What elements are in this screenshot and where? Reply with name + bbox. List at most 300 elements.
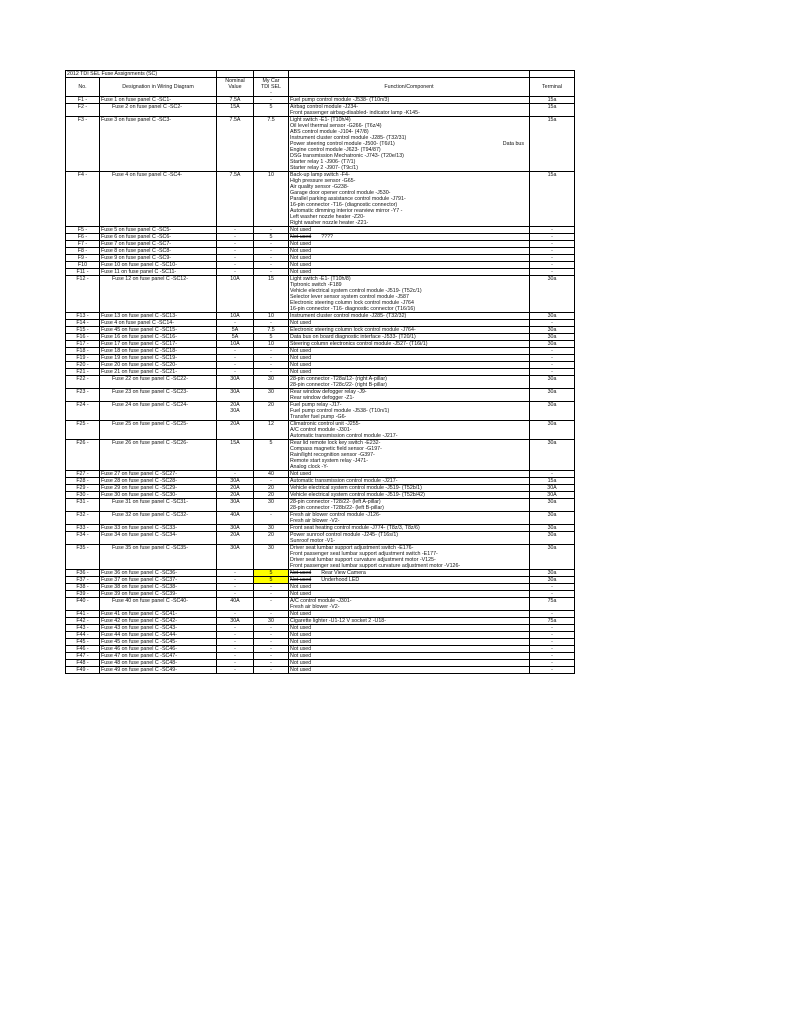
table-row xyxy=(66,348,575,355)
fuse-number: F39 - xyxy=(66,591,100,598)
function-text: Analog clock -Y- xyxy=(290,464,329,470)
function-component xyxy=(289,577,530,584)
nominal-value: 30A xyxy=(217,376,254,383)
nominal-value: - xyxy=(217,234,254,241)
terminal-value: - xyxy=(530,269,575,276)
function-component xyxy=(289,348,530,355)
nominal-value: 7.5A xyxy=(217,117,254,124)
my-car-value: 20 xyxy=(254,492,289,499)
table-row xyxy=(66,313,575,320)
function-text: Not used xyxy=(290,248,312,254)
nominal-value: 5A xyxy=(217,334,254,341)
function-text: Power steering control module -J500- (T6i/1) xyxy=(290,141,395,147)
table-row xyxy=(66,570,575,577)
terminal-value: 30a xyxy=(530,570,575,577)
function-text: 16-pin connector -T16- (diagnostic connector) xyxy=(290,202,398,208)
fuse-designation: Fuse 43 on fuse panel C -SC43- xyxy=(100,625,217,632)
table-row xyxy=(66,625,575,632)
fuse-designation: Fuse 4 on fuse panel C -SC4- xyxy=(100,172,217,179)
fuse-number: F4 - xyxy=(66,172,100,179)
function-note: ???? xyxy=(321,234,333,240)
fuse-designation: Fuse 45 on fuse panel C -SC15- xyxy=(100,327,217,334)
fuse-number: F7 - xyxy=(66,241,100,248)
terminal-value: 30a xyxy=(530,577,575,584)
fuse-designation: Fuse 26 on fuse panel C -SC26- xyxy=(100,440,217,447)
function-text: Fuel pump control module -J538- (T10n/1) xyxy=(290,408,390,414)
my-car-value: 30 xyxy=(254,545,289,552)
terminal-value: 30a xyxy=(530,276,575,283)
function-component xyxy=(289,320,530,327)
function-text: Not used xyxy=(290,646,312,652)
function-component xyxy=(289,334,530,341)
table-row xyxy=(66,234,575,241)
function-text: Rear lid remote lock key switch -E232- xyxy=(290,440,381,446)
fuse-designation: Fuse 47 on fuse panel C -SC47- xyxy=(100,653,217,660)
terminal-value: - xyxy=(530,632,575,639)
nominal-value: 20A xyxy=(217,485,254,492)
fuse-designation: Fuse 49 on fuse panel C -SC49- xyxy=(100,667,217,674)
function-text: Rear window defogger -Z1- xyxy=(290,395,355,401)
nominal-value: - xyxy=(217,241,254,248)
my-car-value: 30 xyxy=(254,618,289,625)
nominal-value: - xyxy=(217,269,254,276)
fuse-number: F19 - xyxy=(66,355,100,362)
my-car-value: - xyxy=(254,646,289,653)
table-row xyxy=(66,667,575,674)
function-text: Electronic steering column lock control module -J764- xyxy=(290,327,416,333)
terminal-value: - xyxy=(530,320,575,327)
fuse-designation: Fuse 7 on fuse panel C -SC7- xyxy=(100,241,217,248)
function-text: Air quality sensor -G238- xyxy=(290,184,349,190)
function-text: Power sunroof control module -J245- (T16s/1) xyxy=(290,532,399,538)
function-component xyxy=(289,234,530,241)
fuse-number: F30 - xyxy=(66,492,100,499)
fuse-number: F17 - xyxy=(66,341,100,348)
function-component xyxy=(289,492,530,499)
fuse-number: F36 - xyxy=(66,570,100,577)
table-row xyxy=(66,341,575,348)
fuse-number: F3 - xyxy=(66,117,100,124)
fuse-designation: Fuse 45 on fuse panel C -SC45- xyxy=(100,639,217,646)
nominal-value: - xyxy=(217,255,254,262)
nominal-value: 7.5A xyxy=(217,97,254,104)
table-row xyxy=(66,591,575,598)
fuse-designation: Fuse 37 on fuse panel C -SC37- xyxy=(100,577,217,584)
function-component xyxy=(289,255,530,262)
fuse-designation: Fuse 33 on fuse panel C -SC33- xyxy=(100,525,217,532)
nominal-value: - xyxy=(217,348,254,355)
fuse-number: F8 - xyxy=(66,248,100,255)
fuse-number: F16 - xyxy=(66,334,100,341)
function-text: Not used xyxy=(290,362,312,368)
terminal-value: 30a xyxy=(530,499,575,506)
function-note: Rear View Camera xyxy=(321,570,366,576)
table-row xyxy=(66,248,575,255)
my-car-value: - xyxy=(254,269,289,276)
terminal-value: 30a xyxy=(530,440,575,447)
my-car-value: 30 xyxy=(254,499,289,506)
function-text: Not used xyxy=(290,320,312,326)
my-car-value: 5 xyxy=(254,104,289,111)
fuse-designation: Fuse 46 on fuse panel C -SC46- xyxy=(100,646,217,653)
nominal-value: - xyxy=(217,355,254,362)
function-text: Remote start system relay -J471- xyxy=(290,458,369,464)
terminal-value: 30a xyxy=(530,327,575,334)
fuse-designation: Fuse 29 on fuse panel C -SC29- xyxy=(100,485,217,492)
header-designation: Designation in Wiring Diagram xyxy=(100,84,217,90)
function-component xyxy=(289,525,530,532)
function-text: Not used xyxy=(290,471,312,477)
fuse-designation: Fuse 36 on fuse panel C -SC36- xyxy=(100,570,217,577)
fuse-number: F6 - xyxy=(66,234,100,241)
sheet-title: 2012 TDI SEL Fuse Assignments (SC) xyxy=(66,71,217,78)
fuse-designation: Fuse 12 on fuse panel C -SC12- xyxy=(100,276,217,283)
title-row xyxy=(66,71,575,78)
fuse-number: F28 - xyxy=(66,478,100,485)
nominal-value: - xyxy=(217,625,254,632)
function-text: Fresh air blower -V2- xyxy=(290,518,340,524)
table-row xyxy=(66,262,575,269)
my-car-value: - xyxy=(254,255,289,262)
nominal-value: - xyxy=(217,471,254,478)
function-component xyxy=(289,341,530,348)
function-text: Sunroof motor -V1- xyxy=(290,538,336,544)
fuse-number: F40 - xyxy=(66,598,100,605)
function-component xyxy=(289,471,530,478)
function-text: Not used xyxy=(290,591,312,597)
function-component xyxy=(289,355,530,362)
function-text: High pressure sensor -G65- xyxy=(290,178,356,184)
fuse-number: F45 - xyxy=(66,639,100,646)
terminal-value: 30a xyxy=(530,376,575,383)
fuse-designation: Fuse 23 on fuse panel C -SC23- xyxy=(100,389,217,396)
table-row xyxy=(66,97,575,104)
nominal-value: - xyxy=(217,646,254,653)
header-tdi-sel: TDI SEL xyxy=(254,84,289,90)
terminal-value: 30a xyxy=(530,334,575,341)
nominal-value: 10A xyxy=(217,313,254,320)
function-text: ABS control module -J104- (47/8) xyxy=(290,129,369,135)
terminal-value: - xyxy=(530,227,575,234)
fuse-designation: Fuse 44 on fuse panel C -SC44- xyxy=(100,632,217,639)
header-function: Function/Component xyxy=(289,84,530,90)
fuse-number: F23 - xyxy=(66,389,100,396)
fuse-table xyxy=(65,70,575,674)
my-car-value: 10 xyxy=(254,341,289,348)
function-text: Not used xyxy=(290,262,312,268)
fuse-number: F14 - xyxy=(66,320,100,327)
function-component xyxy=(289,362,530,369)
fuse-designation: Fuse 39 on fuse panel C -SC39- xyxy=(100,591,217,598)
my-car-value: 5 xyxy=(254,570,289,577)
fuse-designation: Fuse 40 on fuse panel C -SC40- xyxy=(100,598,217,605)
terminal-value: 30a xyxy=(530,389,575,396)
function-component xyxy=(289,327,530,334)
fuse-number: F13 - xyxy=(66,313,100,320)
fuse-number: F2 - xyxy=(66,104,100,111)
function-component xyxy=(289,639,530,646)
function-text: Light switch -E1- (T10h/4) xyxy=(290,117,351,123)
my-car-value: 30 xyxy=(254,389,289,396)
function-text: Climatronic control unit -J255- xyxy=(290,421,361,427)
fuse-designation: Fuse 27 on fuse panel C -SC27- xyxy=(100,471,217,478)
function-text: Back-up lamp switch -F4- xyxy=(290,172,350,178)
function-text: Not used xyxy=(290,653,312,659)
function-text: Automatic transmission control module -J217- xyxy=(290,433,398,439)
function-component xyxy=(289,369,530,376)
function-component xyxy=(289,618,530,625)
fuse-number: F43 - xyxy=(66,625,100,632)
header-terminal: Terminal xyxy=(530,84,575,90)
function-text: Rear window defogger relay -J9- xyxy=(290,389,367,395)
function-text: Instrument cluster control module -J285- (T32/31) xyxy=(290,135,407,141)
my-car-value: - xyxy=(254,362,289,369)
function-text: Not used xyxy=(290,348,312,354)
table-row xyxy=(66,618,575,625)
my-car-value: - xyxy=(254,227,289,234)
function-component xyxy=(289,269,530,276)
function-component xyxy=(289,591,530,598)
my-car-value: - xyxy=(254,262,289,269)
function-text: Selector lever sensor system control module -J587 xyxy=(290,294,409,300)
fuse-number: F27 - xyxy=(66,471,100,478)
terminal-value: - xyxy=(530,348,575,355)
my-car-value: 20 xyxy=(254,485,289,492)
nominal-value: 30A xyxy=(217,478,254,485)
terminal-value: 75a xyxy=(530,618,575,625)
fuse-number: F24 - xyxy=(66,402,100,409)
terminal-value: - xyxy=(530,248,575,255)
table-row xyxy=(66,584,575,591)
my-car-value: - xyxy=(254,653,289,660)
terminal-value: - xyxy=(530,625,575,632)
function-text: Starter relay 1 -J906- (T7/1) xyxy=(290,159,356,165)
function-text: 28-pin connector -T28b/22- (left B-pillar) xyxy=(290,505,384,511)
function-component xyxy=(289,584,530,591)
fuse-number: F1 - xyxy=(66,97,100,104)
function-text: Steering column electronics control module -J527- (T16i/1) xyxy=(290,341,428,347)
nominal-value: 10A xyxy=(217,341,254,348)
my-car-value: - xyxy=(254,355,289,362)
nominal-value: 20A xyxy=(217,492,254,499)
function-text: Engine control module -J623- (T94/87) xyxy=(290,147,381,153)
nominal-value: - xyxy=(217,577,254,584)
my-car-value: - xyxy=(254,248,289,255)
fuse-designation: Fuse 16 on fuse panel C -SC16- xyxy=(100,334,217,341)
table-row xyxy=(66,255,575,262)
function-text: Not used xyxy=(290,241,312,247)
fuse-number: F10 xyxy=(66,262,100,269)
fuse-designation: Fuse 48 on fuse panel C -SC48- xyxy=(100,660,217,667)
header-value: Value xyxy=(217,84,254,90)
function-text: Oil level thermal sensor -G266- (T6z/4) xyxy=(290,123,382,129)
table-row xyxy=(66,577,575,584)
terminal-value: 15a xyxy=(530,104,575,111)
fuse-number: F35 - xyxy=(66,545,100,552)
fuse-designation: Fuse 42 on fuse panel C -SC42- xyxy=(100,618,217,625)
function-component xyxy=(289,262,530,269)
nominal-value: - xyxy=(217,660,254,667)
table-row xyxy=(66,241,575,248)
function-text: 16-pin connector -T16- diagnostic connector (T16/16) xyxy=(290,306,416,312)
terminal-value: 30A xyxy=(530,492,575,499)
header-dash: - xyxy=(254,90,289,97)
terminal-value: - xyxy=(530,584,575,591)
header-no: No. xyxy=(66,84,100,90)
my-car-value: - xyxy=(254,660,289,667)
table-row xyxy=(66,471,575,478)
function-component xyxy=(289,227,530,234)
function-text: Light switch -E1- (T10h/8) xyxy=(290,276,351,282)
table-row xyxy=(66,334,575,341)
function-text: 28-pin connector -T28/22- (left A-pillar) xyxy=(290,499,381,505)
my-car-value: 5 xyxy=(254,234,289,241)
table-row xyxy=(66,646,575,653)
fuse-number: F26 - xyxy=(66,440,100,447)
terminal-value: 30a xyxy=(530,313,575,320)
nominal-value: 20A xyxy=(217,402,254,409)
my-car-value: - xyxy=(254,320,289,327)
fuse-designation: Fuse 31 on fuse panel C -SC31- xyxy=(100,499,217,506)
function-text: Not used xyxy=(290,584,312,590)
my-car-value: - xyxy=(254,348,289,355)
fuse-number: F25 - xyxy=(66,421,100,428)
nominal-value: - xyxy=(217,227,254,234)
nominal-value: - xyxy=(217,570,254,577)
fuse-number: F38 - xyxy=(66,584,100,591)
fuse-designation: Fuse 13 on fuse panel C -SC13- xyxy=(100,313,217,320)
function-text: Vehicle electrical system control module -J519- (T52b/42) xyxy=(290,492,425,498)
my-car-value: 20 xyxy=(254,532,289,539)
function-text: Left washer nozzle heater -Z20- xyxy=(290,214,365,220)
fuse-number: F20 - xyxy=(66,362,100,369)
function-text: Vehicle electrical system control module -J519- (T52c/1) xyxy=(290,288,422,294)
function-note: Underhood LED xyxy=(321,577,360,583)
function-text: Cigarette lighter -U1-12 V socket 2 -U18- xyxy=(290,618,386,624)
function-text: Not used xyxy=(290,234,312,240)
terminal-value: 30A xyxy=(530,485,575,492)
table-row xyxy=(66,355,575,362)
my-car-value: - xyxy=(254,584,289,591)
function-component xyxy=(289,632,530,639)
function-text: A/C control module -J301- xyxy=(290,427,352,433)
fuse-number: F29 - xyxy=(66,485,100,492)
nominal-value: 40A xyxy=(217,598,254,605)
fuse-number: F44 - xyxy=(66,632,100,639)
table-row xyxy=(66,269,575,276)
nominal-value: - xyxy=(217,362,254,369)
fuse-designation: Fuse 1 on fuse panel C -SC1- xyxy=(100,97,217,104)
function-text: Not used xyxy=(290,255,312,261)
my-car-value: - xyxy=(254,369,289,376)
nominal-value: - xyxy=(217,584,254,591)
nominal-value: 15A xyxy=(217,104,254,111)
fuse-designation: Fuse 24 on fuse panel C -SC24- xyxy=(100,402,217,409)
function-component xyxy=(289,241,530,248)
fuse-number: F34 - xyxy=(66,532,100,539)
nominal-value: - xyxy=(217,369,254,376)
fuse-designation: Fuse 5 on fuse panel C -SC5- xyxy=(100,227,217,234)
nominal-value: - xyxy=(217,667,254,674)
function-text: Fresh air blower control module -J126- xyxy=(290,512,381,518)
terminal-value: 30a xyxy=(530,525,575,532)
table-row xyxy=(66,653,575,660)
nominal-value: 30A xyxy=(217,389,254,396)
fuse-designation: Fuse 6 on fuse panel C -SC6- xyxy=(100,234,217,241)
function-text: Instrument cluster control module -J285- (T32/32) xyxy=(290,313,407,319)
fuse-number: F11 - xyxy=(66,269,100,276)
terminal-value: - xyxy=(530,667,575,674)
terminal-value: - xyxy=(530,611,575,618)
terminal-value: - xyxy=(530,471,575,478)
function-text: Starter relay 2 -J907- (T9c/1) xyxy=(290,165,358,171)
function-text: Not used xyxy=(290,570,312,576)
function-text: Not used xyxy=(290,355,312,361)
terminal-value: 15a xyxy=(530,97,575,104)
function-text: Front passenger seat lumbar support curvature adjustment motor -V126- xyxy=(290,563,461,569)
nominal-value: 10A xyxy=(217,276,254,283)
my-car-value: 10 xyxy=(254,172,289,179)
function-text: Parallel parking assistance control module -J791- xyxy=(290,196,406,202)
my-car-value: 5 xyxy=(254,334,289,341)
function-text: Not used xyxy=(290,625,312,631)
terminal-value: - xyxy=(530,241,575,248)
function-component xyxy=(289,478,530,485)
nominal-value: 30A xyxy=(217,545,254,552)
terminal-value: 30a xyxy=(530,532,575,539)
my-car-value: 12 xyxy=(254,421,289,428)
function-text: Front passenger seat lumbar support adjustment switch -E177- xyxy=(290,551,438,557)
function-text: Not used xyxy=(290,639,312,645)
nominal-value: - xyxy=(217,632,254,639)
fuse-designation: Fuse 10 on fuse panel C -SC10- xyxy=(100,262,217,269)
function-text: Not used xyxy=(290,227,312,233)
fuse-designation: Fuse 18 on fuse panel C -SC18- xyxy=(100,348,217,355)
my-car-value: 5 xyxy=(254,577,289,584)
nominal-value: 5A xyxy=(217,327,254,334)
fuse-number: F41 - xyxy=(66,611,100,618)
header-my-car: My Car xyxy=(254,78,289,85)
table-row xyxy=(66,485,575,492)
nominal-value: - xyxy=(217,653,254,660)
table-row xyxy=(66,639,575,646)
nominal-value: 20A xyxy=(217,532,254,539)
my-car-value: 40 xyxy=(254,471,289,478)
fuse-designation: Fuse 22 on fuse panel C -SC22- xyxy=(100,376,217,383)
fuse-designation: Fuse 19 on fuse panel C -SC19- xyxy=(100,355,217,362)
fuse-designation: Fuse 32 on fuse panel C -SC32- xyxy=(100,512,217,519)
function-text: Rain/light recognition sensor -G397- xyxy=(290,452,375,458)
terminal-value: - xyxy=(530,639,575,646)
fuse-number: F15 - xyxy=(66,327,100,334)
function-component xyxy=(289,653,530,660)
function-component xyxy=(289,313,530,320)
function-text: Automatic transmission control module -J217- xyxy=(290,478,398,484)
my-car-value: 7.5 xyxy=(254,327,289,334)
terminal-value: 30a xyxy=(530,341,575,348)
function-text: Not used xyxy=(290,667,312,673)
terminal-value: - xyxy=(530,660,575,667)
my-car-value: 10 xyxy=(254,313,289,320)
nominal-value: 15A xyxy=(217,440,254,447)
fuse-designation: Fuse 8 on fuse panel C -SC8- xyxy=(100,248,217,255)
fuse-designation: Fuse 20 on fuse panel C -SC20- xyxy=(100,362,217,369)
table-row xyxy=(66,362,575,369)
function-text: A/C control module -J301- xyxy=(290,598,352,604)
terminal-value: 15a xyxy=(530,478,575,485)
nominal-value: 30A xyxy=(217,499,254,506)
function-text: Garage door opener control module -J530- xyxy=(290,190,391,196)
